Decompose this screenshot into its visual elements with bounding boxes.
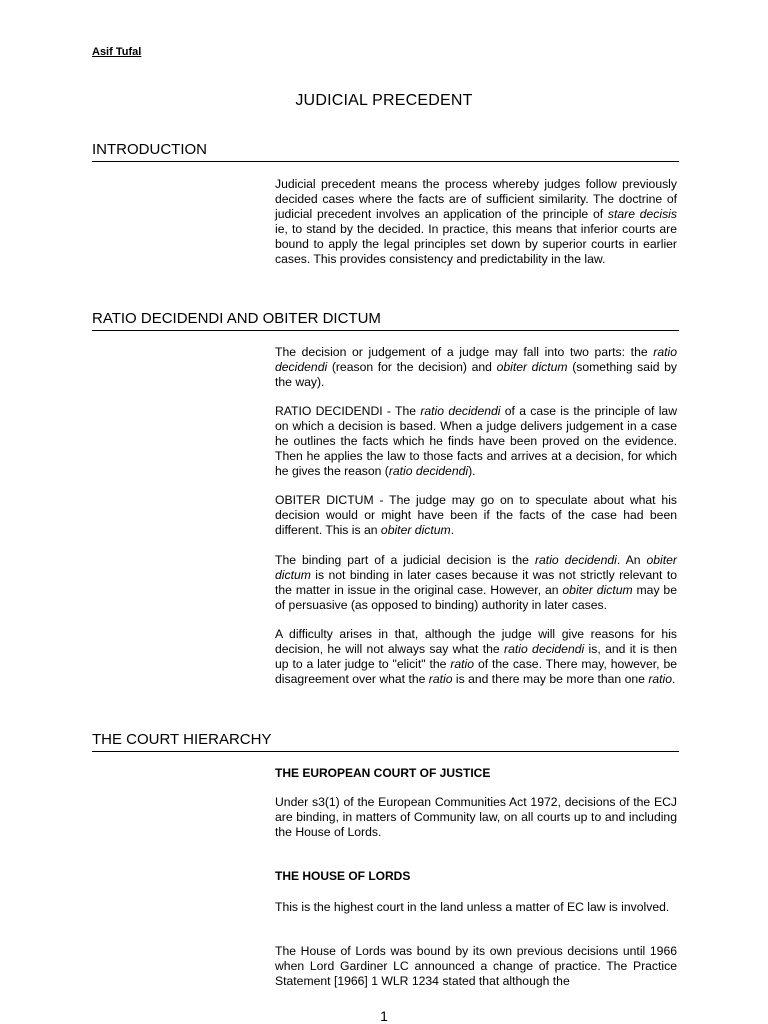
section-heading-ratio: RATIO DECIDENDI AND OBITER DICTUM — [92, 310, 679, 331]
section-heading-court-hierarchy: THE COURT HIERARCHY — [92, 731, 679, 752]
lords-paragraph-2: The House of Lords was bound by its own previous decisions until 1966 when Lord Gardiner LC announced a change of practice. The Practice Statement [1966] 1 WLR 1234 stated that although the — [275, 944, 677, 988]
author-name: Asif Tufal — [92, 46, 142, 58]
section-heading-introduction: INTRODUCTION — [92, 141, 679, 162]
subheading-house-of-lords: THE HOUSE OF LORDS — [275, 869, 411, 883]
introduction-body — [275, 177, 677, 266]
subheading-ecj: THE EUROPEAN COURT OF JUSTICE — [275, 766, 491, 780]
ratio-paragraph-4: The binding part of a judicial decision is the ratio decidendi. An obiter dictum is not binding in later cases because it was not strictly relevant to the matter in issue in the original case. However, an obiter dictum may be of persuasive (as opposed to binding) authority in later cases. — [275, 553, 677, 612]
ecj-body — [275, 795, 677, 840]
lords-paragraph-1: This is the highest court in the land unless a matter of EC law is involved. — [275, 900, 670, 914]
introduction-paragraph: Judicial precedent means the process whereby judges follow previously decided cases where the facts are of sufficient similarity. The doctrine of judicial precedent involves an application of the principle of stare decisis ie, to stand by the decided. In practice, this means that inferior courts are bound to apply the legal principles set down by superior courts in earlier cases. This provides consistency and predictability in the law. — [275, 177, 677, 266]
ratio-body-4 — [275, 553, 677, 613]
ecj-paragraph: Under s3(1) of the European Communities Act 1972, decisions of the ECJ are binding, in matters of Community law, on all courts up to and including the House of Lords. — [275, 795, 677, 839]
ratio-paragraph-3: OBITER DICTUM - The judge may go on to speculate about what his decision would or might have been if the facts of the case had been different. This is an obiter dictum. — [275, 493, 677, 537]
ratio-body-5 — [275, 627, 677, 687]
ratio-body-3 — [275, 493, 677, 538]
ratio-body — [275, 345, 677, 390]
page-number: 1 — [380, 1008, 388, 1024]
document-title: JUDICIAL PRECEDENT — [295, 92, 473, 109]
lords-body-2 — [275, 944, 677, 989]
lords-body-1 — [275, 900, 677, 915]
ratio-body-2 — [275, 404, 677, 479]
ratio-paragraph-1: The decision or judgement of a judge may fall into two parts: the ratio decidendi (reason for the decision) and obiter dictum (something said by the way). — [275, 345, 677, 389]
ratio-paragraph-2: RATIO DECIDENDI - The ratio decidendi of a case is the principle of law on which a decision is based. When a judge delivers judgement in a case he outlines the facts which he finds have been proved on the evidence. Then he applies the law to those facts and arrives at a decision, for which he gives the reason (ratio decidendi). — [275, 404, 677, 478]
ratio-paragraph-5: A difficulty arises in that, although the judge will give reasons for his decision, he will not always say what the ratio decidendi is, and it is then up to a later judge to "elicit" the ratio of the case. There may, however, be disagreement over what the ratio is and there may be more than one ratio. — [275, 627, 677, 686]
